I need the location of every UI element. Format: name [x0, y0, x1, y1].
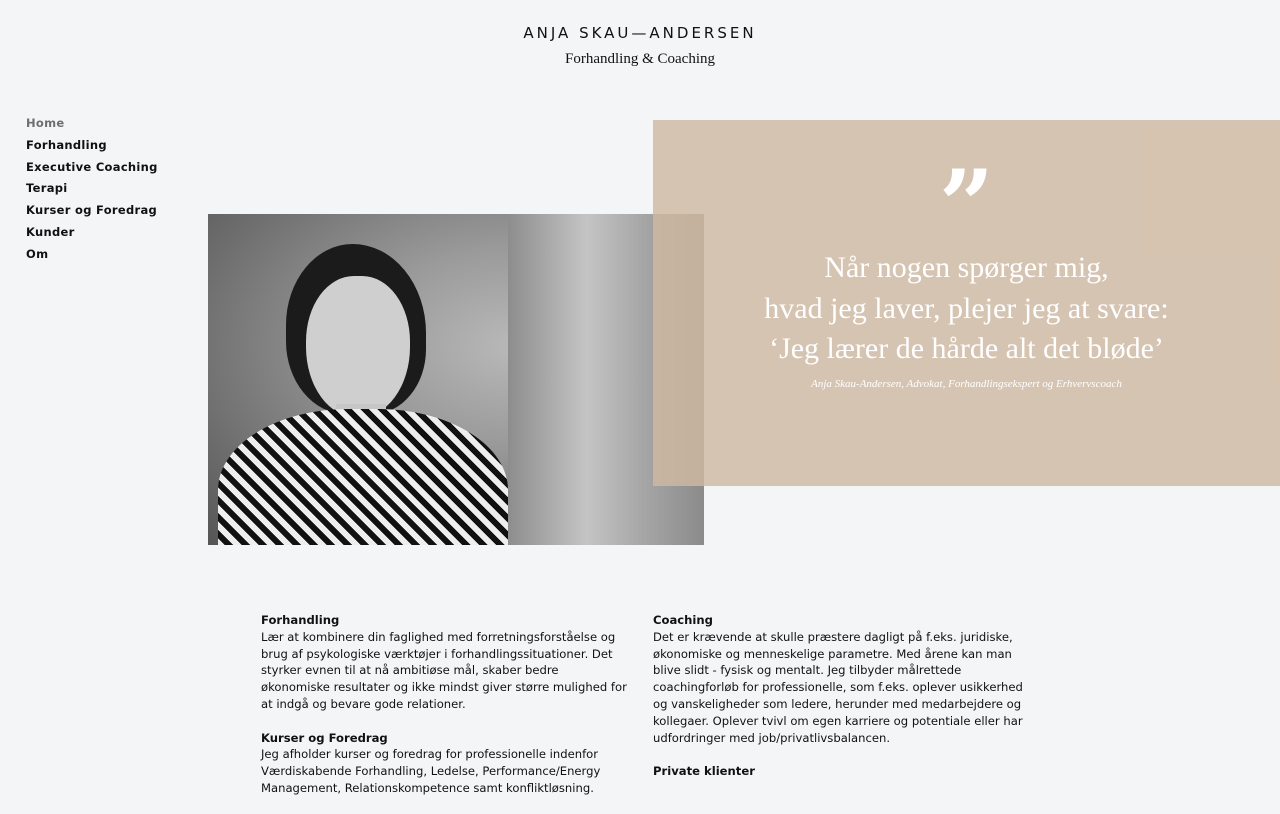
nav-item-executive-coaching[interactable]: Executive Coaching — [26, 159, 158, 174]
nav-item-forhandling[interactable]: Forhandling — [26, 137, 107, 152]
nav-item-kunder[interactable]: Kunder — [26, 224, 75, 239]
section-text-kurser: Jeg afholder kurser og foredrag for professionelle indenfor Værdiskabende Forhandling, Ledelse, Performance/Energy Management, Relationskompetence samt konfliktløsning. — [261, 747, 601, 795]
section-text-coaching: Det er krævende at skulle præstere dagligt på f.eks. juridiske, økonomiske og menneskelige parametre. Med årene kan man blive slidt - fysisk og mentalt. Jeg tilbyder målrettede coachingforløb for professionelle, som f.eks. oplever usikkerhed og vanskeligheder som ledere, herunder med medarbejdere og kollegaer. Oplever tvivl om egen karriere og potentiale eller har udfordringer med job/privatlivsbalancen. — [653, 629, 1023, 745]
quote-mark-icon: ” — [938, 149, 995, 262]
nav-item-terapi[interactable]: Terapi — [26, 181, 68, 196]
section-text-forhandling: Lær at kombinere din faglighed med forretningsforståelse og brug af psykologiske værktøjer i forhandlingssituationer. Det styrker evnen til at nå ambitiøse mål, skaber bedre økonomiske resultater og ikke mindst giver større mulighed for at indgå og bevare gode relationer. — [261, 629, 627, 711]
nav-item-om[interactable]: Om — [26, 246, 49, 261]
section-heading-kurser: Kurser og Foredrag — [261, 730, 388, 745]
section-heading-forhandling: Forhandling — [261, 613, 340, 627]
site-title[interactable]: ANJA SKAU—ANDERSEN — [523, 24, 757, 42]
portrait-photo — [208, 214, 704, 545]
quote-line: ‘Jeg lærer de hårde alt det bløde’ — [769, 332, 1164, 365]
quote-box — [653, 120, 1280, 486]
quote-line: hvad jeg laver, plejer jeg at svare: — [764, 291, 1169, 325]
nav-item-home[interactable]: Home — [26, 116, 65, 130]
services-column-right — [653, 612, 1023, 780]
quote-text — [653, 248, 1280, 370]
photo-patterned-top — [218, 409, 508, 545]
quote-attribution: Anja Skau-Andersen, Advokat, Forhandlingsekspert og Erhvervscoach — [811, 378, 1122, 390]
quote-line: Når nogen spørger mig, — [824, 251, 1109, 284]
nav-item-kurser-og-foredrag[interactable]: Kurser og Foredrag — [26, 203, 158, 218]
main-nav — [26, 115, 158, 268]
section-heading-coaching: Coaching — [653, 613, 713, 627]
site-subtitle: Forhandling & Coaching — [565, 51, 715, 67]
services-column-left — [261, 612, 631, 814]
section-heading-private: Private klienter — [653, 764, 755, 779]
photo-face — [306, 276, 410, 418]
